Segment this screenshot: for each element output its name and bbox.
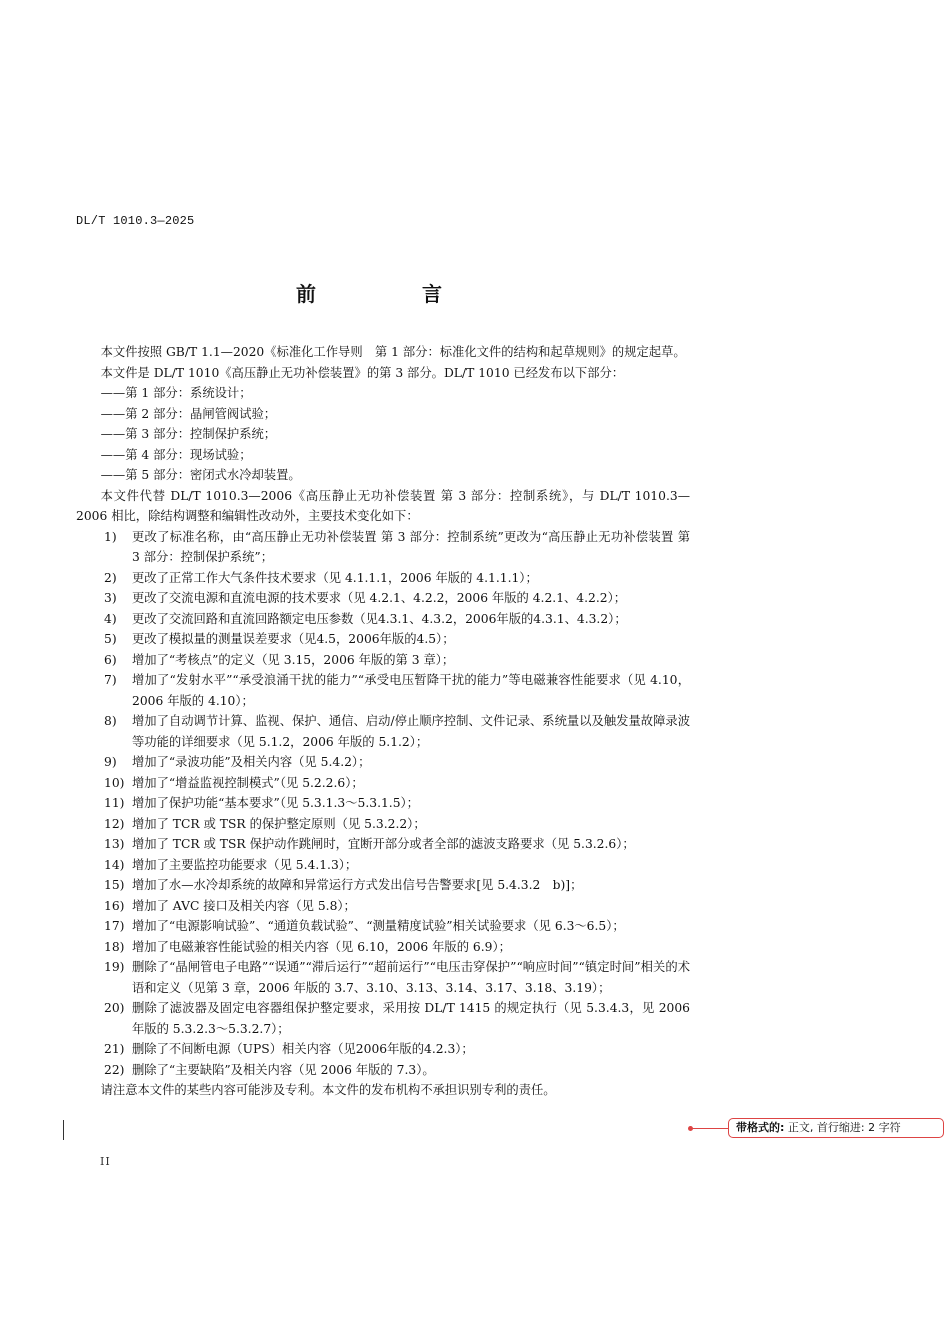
change-item [76,568,690,589]
change-item [76,773,690,794]
change-item-number: 19) [104,960,125,974]
change-item [76,609,690,630]
comment-text: 正文, 首行缩进: 2 字符 [787,1121,901,1134]
change-item-number: 14) [104,857,125,872]
change-item-text: 增加了水—水冷却系统的故障和异常运行方式发出信号告警要求[见 5.4.3.2 b)]； [132,878,583,892]
intro-paragraph-2: 本文件是 DL/T 1010《高压静止无功补偿装置》的第 3 部分。DL/T 1010 已经发布以下部分： [100,365,625,380]
change-item [76,1060,690,1081]
change-item-text: 增加了 TCR 或 TSR 保护动作跳闸时，宜断开部分或者全部的滤波支路要求（见 5.3.2.6）； [132,837,635,851]
replacement-paragraph: 本文件代替 DL/T 1010.3—2006《高压静止无功补偿装置 第 3 部分：控制系统》，与 DL/T 1010.3—2006 相比，除结构调整和编辑性改动外，主要技术变化如下： [76,488,690,523]
change-item-number: 5) [104,632,117,646]
change-item-text: 增加了主要监控功能要求（见 5.4.1.3）； [132,857,358,872]
change-item-number: 2) [104,570,117,585]
change-item-number: 4) [104,611,117,626]
parts-list [76,383,690,486]
change-item-number: 18) [104,939,125,954]
change-item [76,670,690,711]
change-item-number: 22) [104,1062,125,1077]
change-item [76,916,690,937]
comment-connector-line [690,1128,728,1129]
change-item-text: 更改了正常工作大气条件技术要求（见 4.1.1.1，2006 年版的 4.1.1.1）； [132,570,538,585]
change-item-number: 12) [104,816,125,831]
change-item-text: 增加了电磁兼容性能试验的相关内容（见 6.10，2006 年版的 6.9）； [132,939,511,954]
change-item-number: 13) [104,837,125,851]
change-item-number: 9) [104,755,117,769]
change-item-text: 更改了交流回路和直流回路额定电压参数（见4.3.1、4.3.2，2006年版的4.3.1、4.3.2）； [132,611,627,626]
change-item-number: 1) [104,529,117,544]
change-item-number: 21) [104,1042,125,1056]
change-item-number: 7) [104,673,117,687]
change-item [76,957,690,998]
comment-label: 带格式的: [736,1121,785,1134]
change-item-text: 增加了“发射水平”“承受浪涌干扰的能力”“承受电压暂降干扰的能力”等电磁兼容性能要求（见 4.10，2006 年版的 4.10）； [132,673,690,708]
change-item-text: 更改了标准名称，由“高压静止无功补偿装置 第 3 部分：控制系统”更改为“高压静止无功补偿装置 第 3 部分：控制保护系统”； [132,529,690,564]
change-item-text: 增加了 TCR 或 TSR 的保护整定原则（见 5.3.2.2）； [132,816,426,831]
change-item-number: 16) [104,898,125,913]
change-item-text: 增加了保护功能“基本要求”（见 5.3.1.3～5.3.1.5）； [132,796,419,810]
change-item [76,711,690,752]
part-item: ——第 1 部分：系统设计； [100,386,252,400]
change-item [76,998,690,1039]
change-item-number: 10) [104,775,125,790]
page-number: II [100,1155,111,1168]
standard-code-header: DL/T 1010.3—2025 [76,214,195,228]
change-item [76,793,690,814]
change-item [76,1039,690,1060]
change-item-text: 增加了“增益监视控制模式”（见 5.2.2.6）； [132,775,364,790]
change-item [76,650,690,671]
change-item-text: 增加了“考核点”的定义（见 3.15，2006 年版的第 3 章）； [132,652,455,667]
change-item [76,855,690,876]
format-comment-balloon[interactable] [728,1118,944,1138]
change-item-text: 更改了模拟量的测量误差要求（见4.5，2006年版的4.5）； [132,632,455,646]
change-item [76,896,690,917]
part-item: ——第 4 部分：现场试验； [100,447,252,462]
change-item [76,629,690,650]
change-item-number: 20) [104,1001,125,1015]
change-item [76,527,690,568]
change-item-text: 增加了 AVC 接口及相关内容（见 5.8）； [132,898,356,913]
part-item: ——第 5 部分：密闭式水冷却装置。 [100,468,301,482]
change-item-text: 增加了“电源影响试验”、“通道负载试验”、“测量精度试验”相关试验要求（见 6.3～6.5）； [132,919,625,933]
change-item-number: 11) [104,796,125,810]
change-item-number: 3) [104,591,117,605]
change-item-number: 8) [104,714,117,728]
changes-list [76,527,690,1081]
change-item-text: 增加了“录波功能”及相关内容（见 5.4.2）； [132,755,371,769]
change-item-number: 15) [104,878,125,892]
change-item-text: 删除了滤波器及固定电容器组保护整定要求，采用按 DL/T 1415 的规定执行（见 5.3.4.3，见 2006 年版的 5.3.2.3～5.3.2.7）； [132,1001,690,1036]
revision-change-bar [63,1120,64,1140]
change-item [76,937,690,958]
change-item-number: 17) [104,919,125,933]
change-item [76,814,690,835]
change-item [76,588,690,609]
change-item [76,752,690,773]
change-item-text: 更改了交流电源和直流电源的技术要求（见 4.2.1、4.2.2，2006 年版的 4.2.1、4.2.2）； [132,591,627,605]
change-item-text: 删除了“主要缺陷”及相关内容（见 2006 年版的 7.3）。 [132,1062,435,1077]
change-item-text: 删除了“晶闸管电子电路”“误通”“滞后运行”“超前运行”“电压击穿保护”“响应时间”“镇定时间”相关的术语和定义（见第 3 章，2006 年版的 3.7、3.10、3.13、3.14、3.17、3.18、3.19）； [132,960,690,995]
change-item [76,834,690,855]
patent-notice: 请注意本文件的某些内容可能涉及专利。本文件的发布机构不承担识别专利的责任。 [100,1083,556,1097]
document-body [76,342,690,1101]
page-title: 前 言 [296,282,464,306]
intro-paragraph-1: 本文件按照 GB/T 1.1—2020《标准化工作导则 第 1 部分：标准化文件的结构和起草规则》的规定起草。 [100,345,686,359]
change-item-text: 删除了不间断电源（UPS）相关内容（见2006年版的4.2.3）； [132,1042,474,1056]
change-item-text: 增加了自动调节计算、监视、保护、通信、启动/停止顺序控制、文件记录、系统量以及触发量故障录波等功能的详细要求（见 5.1.2，2006 年版的 5.1.2）； [132,714,690,749]
part-item: ——第 2 部分：晶闸管阀试验； [100,406,277,421]
change-item [76,875,690,896]
change-item-number: 6) [104,652,117,667]
part-item: ——第 3 部分：控制保护系统； [100,427,277,441]
